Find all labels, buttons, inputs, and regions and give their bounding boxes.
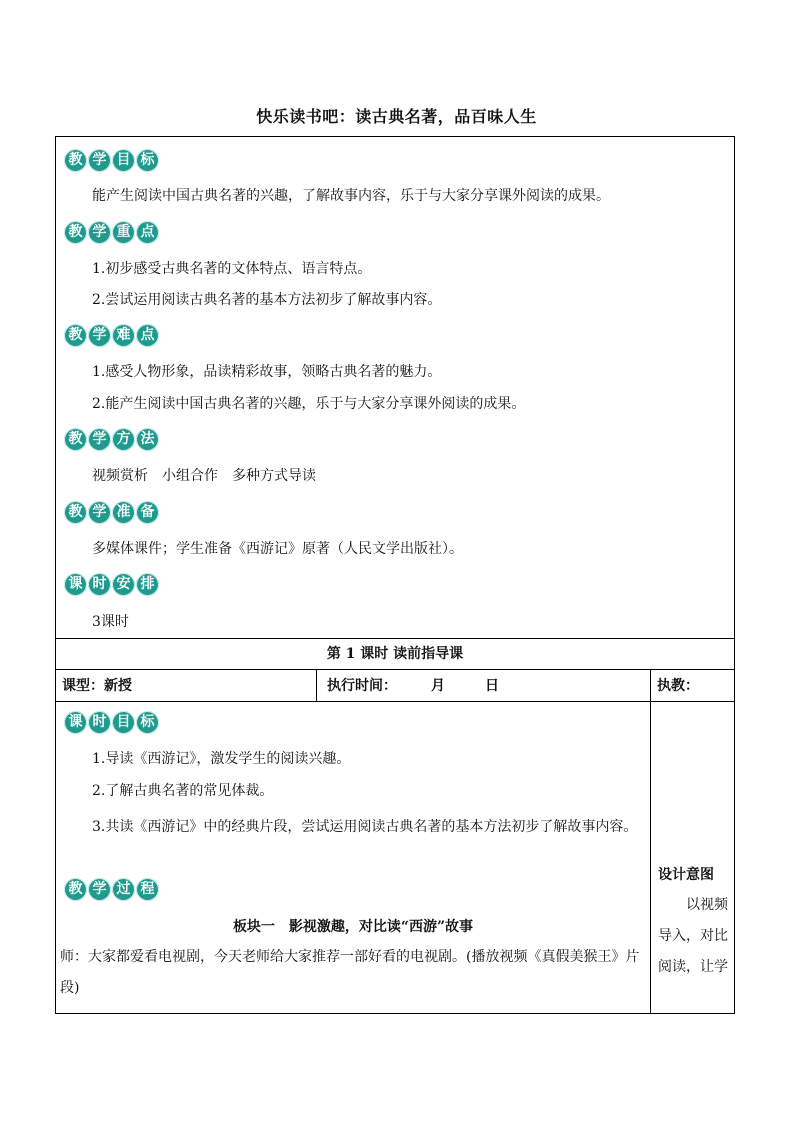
design-intent-column [650,702,734,1013]
badge-difficulty: 教 学 难 点 [64,324,159,347]
badge-schedule: 课 时 安 排 [64,573,159,596]
objective-item-1: 1.导读《西游记》，激发学生的阅读兴趣。 [92,751,351,767]
design-intent-text: 以视频导入，对比阅读，让学 [658,897,728,975]
lesson-body [55,701,735,1014]
objective-item-2: 2.了解古典名著的常见体裁。 [92,783,274,799]
design-intent-title: 设计意图 [658,867,714,883]
lesson-time: 执行时间： 月 日 [317,670,651,702]
lesson-heading: 第 1 课时 读前指导课 [55,638,735,670]
difficulty-item-2: 2.能产生阅读中国古典名著的兴趣，乐于与大家分享课外阅读的成果。 [92,396,526,412]
badge-teaching-process: 教 学 过 程 [64,878,159,901]
badge-key-points: 教 学 重 点 [64,221,159,244]
lesson-teacher: 执教： [657,678,699,694]
process-text: 师：大家都爱看电视剧，今天老师给大家推荐一部好看的电视剧。(播放视频《真假美猴王》片段) [60,949,640,996]
lesson-plan-overview [55,136,735,639]
lesson-type: 课型：新授 [56,670,317,702]
badge-lesson-objectives: 课 时 目 标 [64,711,159,734]
key-item-2: 2.尝试运用阅读古典名著的基本方法初步了解故事内容。 [92,292,442,308]
badge-preparation: 教 学 准 备 [64,501,159,524]
page-title: 快乐读书吧：读古典名著，品百味人生 [256,107,537,126]
prep-text: 多媒体课件；学生准备《西游记》原著（人民文学出版社）。 [92,541,463,557]
block-title: 板块一 影视激趣，对比读“西游”故事 [232,919,474,935]
difficulty-item-1: 1.感受人物形象，品读精彩故事，领略古典名著的魅力。 [92,364,442,380]
lesson-content [56,702,651,1013]
lesson-meta-row [55,669,735,702]
goal-text: 能产生阅读中国古典名著的兴趣，了解故事内容，乐于与大家分享课外阅读的成果。 [92,188,610,204]
badge-teaching-goal: 教 学 目 标 [64,149,159,172]
method-text: 视频赏析 小组合作 多种方式导读 [92,468,316,484]
objective-item-3: 3.共读《西游记》中的经典片段，尝试运用阅读古典名著的基本方法初步了解故事内容。 [92,819,638,835]
key-item-1: 1.初步感受古典名著的文体特点、语言特点。 [92,261,372,277]
badge-method: 教 学 方 法 [64,428,159,451]
schedule-text: 3课时 [92,614,129,630]
